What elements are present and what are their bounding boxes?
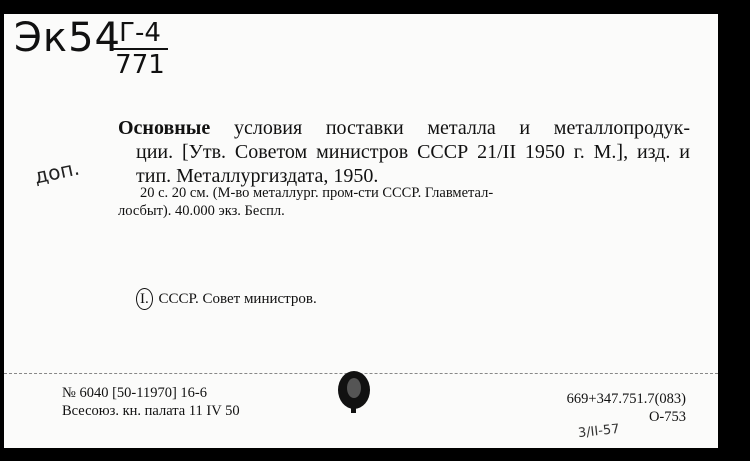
- pencil-mark: 3/II-57: [577, 421, 621, 442]
- added-entry-text: СССР. Совет министров.: [158, 291, 317, 307]
- shelfmark-fraction-bottom: 771: [115, 50, 165, 80]
- handwritten-side-note: доп.: [32, 155, 82, 189]
- entry-first-line-rest: условия поставки металла и металлопродук-: [233, 117, 691, 139]
- footer-left-line-2: Всесоюз. кн. палата 11 IV 50: [62, 403, 240, 419]
- entry-description: [118, 184, 690, 220]
- added-entry: [136, 288, 317, 310]
- description-line-1: 20 с. 20 см. (М-во металлург. пром-сти СССР. Главметал-: [140, 185, 494, 201]
- classification-code: 669+347.751.7(083): [566, 391, 686, 407]
- punch-hole-icon: [334, 368, 374, 414]
- entry-body: ции. [Утв. Советом министров СССР 21/II 1950 г. М.], изд. и тип. Металлургиздата, 1950.: [136, 141, 690, 187]
- shelfmark-code: Эк54: [14, 15, 121, 61]
- footer-left: [62, 384, 240, 420]
- scan-border-right: [718, 0, 750, 461]
- entry-first-line: [118, 116, 690, 140]
- shelfmark-fraction: [112, 18, 168, 80]
- author-mark: О-753: [648, 409, 686, 425]
- footer-left-line-1: № 6040 [50-11970] 16-6: [62, 385, 207, 401]
- added-entry-number: I.: [136, 288, 153, 310]
- scan-border-bottom: [0, 448, 750, 461]
- scan-border-top: [0, 0, 750, 14]
- description-line-2: лосбыт). 40.000 экз. Беспл.: [118, 203, 285, 219]
- scan-border-left: [0, 0, 4, 461]
- footer-right: [520, 390, 686, 426]
- shelfmark-fraction-top: Г-4: [112, 18, 168, 50]
- entry-title: Основные: [118, 117, 211, 139]
